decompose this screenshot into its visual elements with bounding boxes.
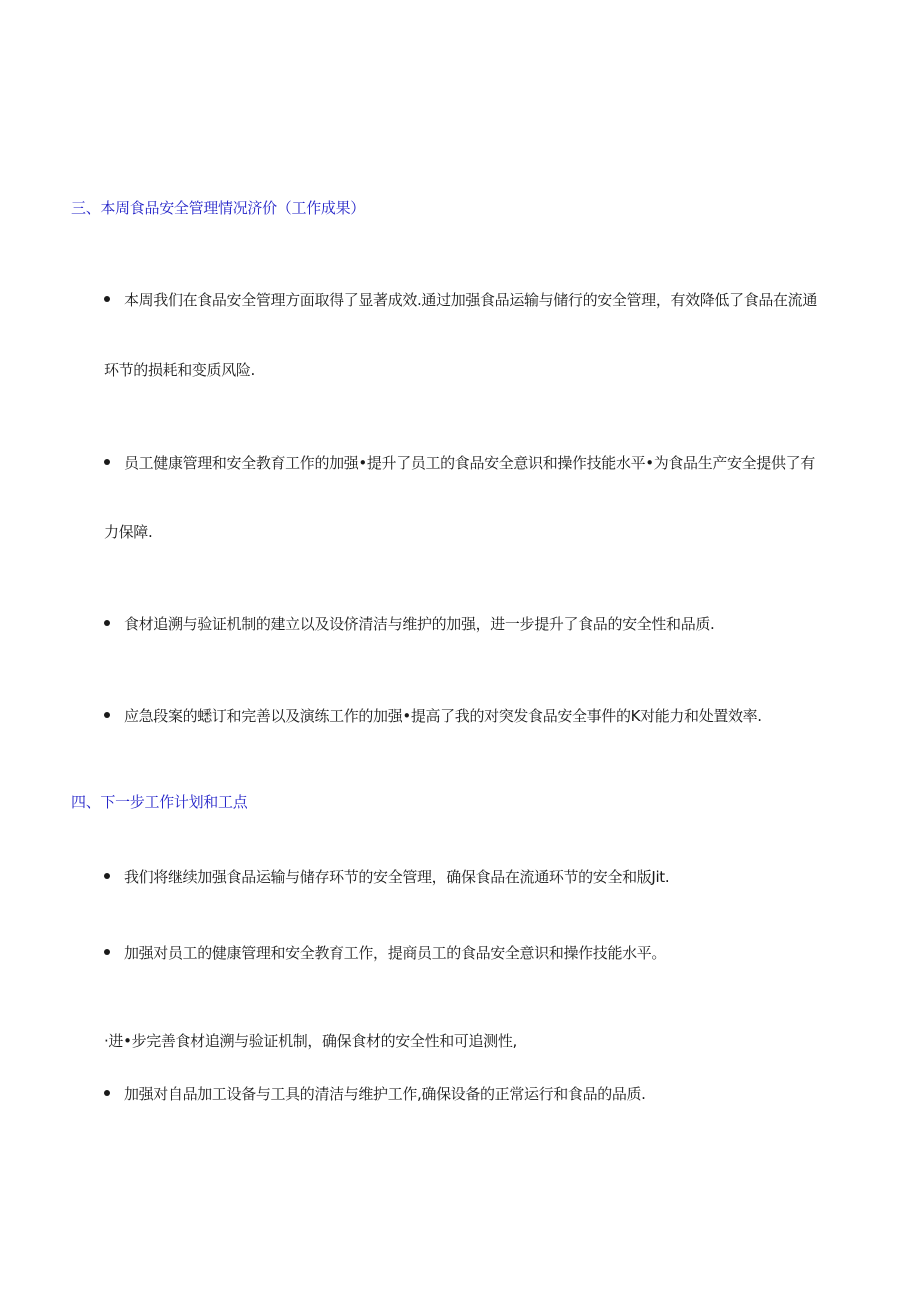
bullet-marker [104, 949, 110, 955]
bullet-marker [104, 459, 110, 465]
paragraph-line: 我们将继续加强食品运输与储存环节的安全管理，确保食品在流通环节的安全和版Jit. [124, 868, 670, 886]
paragraph-line: 环节的损耗和变质风险. [104, 361, 255, 379]
paragraph-line: 加强对自品加工设备与工具的清洁与维护工作,确保设备的正常运行和食品的品质. [124, 1085, 646, 1103]
paragraph-line: 食材追溯与验证机制的建立以及设侪清洁与维护的加强，进一步提升了食品的安全性和品质. [124, 615, 715, 633]
paragraph-line: 员工健康管理和安全教育工作的加强•提升了员工的食品安全意识和操作技能水平•为食品生产安全提供了有 [124, 454, 815, 472]
paragraph-line: 本周我们在食品安全管理方面取得了显著成效.通过加强食品运输与储行的安全管理，有效降低了食品在流通 [124, 291, 817, 309]
paragraph-line: 加强对员工的健康管理和安全教育工作，提商员工的食品安全意识和操作技能水平。 [124, 944, 667, 962]
paragraph-line: ·进•步完善食材追溯与验证机制，确保食材的安全性和可追测性, [104, 1032, 517, 1050]
paragraph-line: 力保障. [104, 523, 153, 541]
bullet-marker [104, 873, 110, 879]
section-heading-3: 三、本周食品安全管理情况济价（工作成果） [71, 199, 366, 217]
bullet-marker [104, 1090, 110, 1096]
bullet-marker [104, 620, 110, 626]
bullet-marker [104, 712, 110, 718]
paragraph-line: 应急段案的蟋订和完善以及演练工作的加强•提高了我的对突发食品安全事件的K对能力和处置效率. [124, 707, 762, 725]
bullet-marker [104, 296, 110, 302]
section-heading-4: 四、下一步工作计划和工点 [71, 793, 248, 811]
